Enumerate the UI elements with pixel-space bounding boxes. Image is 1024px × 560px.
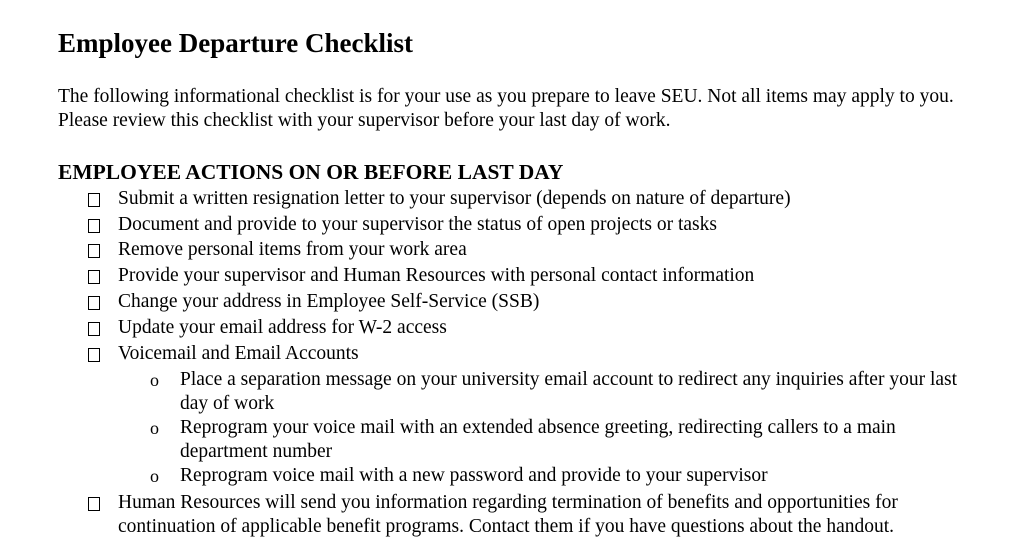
checkbox[interactable] (88, 497, 100, 511)
checkbox[interactable] (88, 348, 100, 362)
checklist-item-text: Update your email address for W-2 access (118, 317, 447, 338)
section-heading: EMPLOYEE ACTIONS ON OR BEFORE LAST DAY (58, 160, 564, 184)
checklist-item-text: Submit a written resignation letter to your supervisor (depends on nature of departure) (118, 188, 791, 209)
checklist-item-text: Document and provide to your supervisor the status of open projects or tasks (118, 214, 717, 235)
checklist-item-text: Voicemail and Email Accounts (118, 343, 359, 364)
page-title: Employee Departure Checklist (58, 28, 413, 58)
checklist-item-text: Provide your supervisor and Human Resources with personal contact information (118, 265, 755, 286)
sub-bullet-icon: o (150, 418, 159, 438)
checkbox[interactable] (88, 296, 100, 310)
sub-item-text: Place a separation message on your university email account to redirect any inquiries after your last day of work (180, 369, 958, 414)
checkbox[interactable] (88, 219, 100, 233)
checkbox[interactable] (88, 322, 100, 336)
checkbox[interactable] (88, 244, 100, 258)
checklist-item-text: Change your address in Employee Self-Service (SSB) (118, 291, 540, 312)
sub-item-text: Reprogram your voice mail with an extended absence greeting, redirecting callers to a main department number (180, 417, 896, 462)
intro-paragraph: The following informational checklist is for your use as you prepare to leave SEU. Not all items may apply to you. Please review this checklist with your supervisor before your last day of work. (58, 86, 954, 131)
checklist-item-text: Human Resources will send you information regarding termination of benefits and opportunities for continuation of applicable benefit programs. Contact them if you have questions about the handout. (118, 492, 898, 537)
checkbox[interactable] (88, 193, 100, 207)
sub-bullet-icon: o (150, 466, 159, 486)
checklist-item-text: Remove personal items from your work area (118, 239, 467, 260)
sub-item-text: Reprogram voice mail with a new password and provide to your supervisor (180, 465, 768, 486)
sub-bullet-icon: o (150, 370, 159, 390)
checkbox[interactable] (88, 270, 100, 284)
